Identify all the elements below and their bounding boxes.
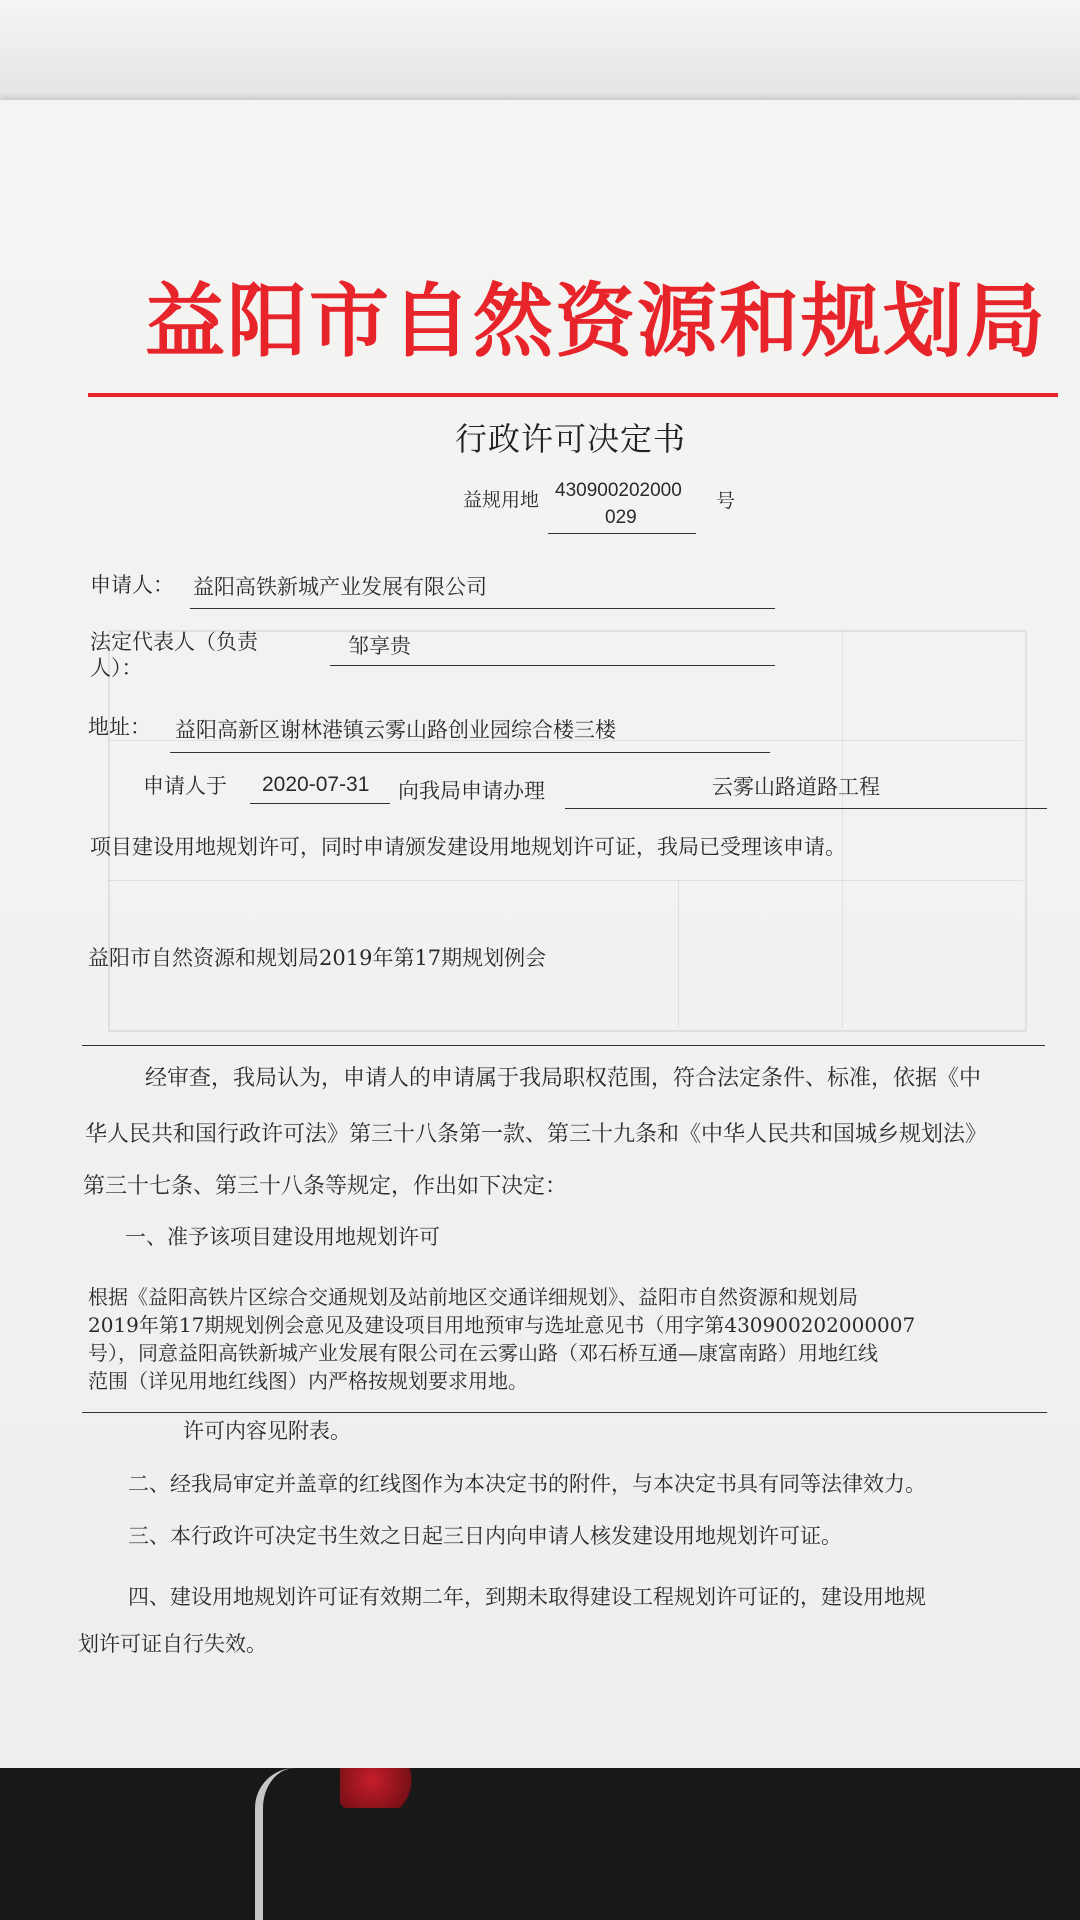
doc-number-suffix: 号 — [716, 490, 736, 512]
review-line3: 第三十七条、第三十八条等规定，作出如下决定： — [83, 1174, 568, 1199]
decision-basis-line3: 号），同意益阳高铁新城产业发展有限公司在云雾山路（邓石桥互通—康富南路）用地红线 — [88, 1341, 878, 1365]
basis-separator — [82, 1412, 1047, 1413]
issuing-agency-header: 益阳市自然资源和规划局 — [145, 275, 1047, 368]
reverse-side-table-ghost-line — [108, 880, 1023, 881]
charging-cable — [255, 1768, 323, 1920]
application-intro: 申请人于 — [143, 774, 227, 798]
decision-basis-line1: 根据《益阳高铁片区综合交通规划及站前地区交通详细规划》、益阳市自然资源和规划局 — [88, 1285, 858, 1309]
reverse-side-table-ghost-line — [842, 630, 843, 1028]
application-date-underline — [250, 803, 390, 804]
red-object — [340, 1768, 420, 1808]
address-underline — [170, 752, 770, 753]
header-red-rule — [88, 393, 1058, 397]
document-title: 行政许可决定书 — [455, 420, 687, 458]
applicant-value: 益阳高铁新城产业发展有限公司 — [193, 575, 487, 599]
application-date: 2020-07-31 — [262, 773, 370, 796]
section-separator — [82, 1045, 1045, 1046]
application-line2: 项目建设用地规划许可，同时申请颁发建设用地规划许可证，我局已受理该申请。 — [90, 835, 846, 859]
doc-number-prefix: 益规用地 — [463, 489, 540, 511]
review-line1: 经审查，我局认为，申请人的申请属于我局职权范围，符合法定条件、标准，依据《中 — [145, 1066, 982, 1091]
planning-meeting: 益阳市自然资源和规划局2019年第17期规划例会 — [88, 946, 547, 970]
reverse-side-table-ghost — [108, 630, 1027, 1032]
doc-number-line1: 430900202000 — [555, 480, 682, 501]
decision-item-4-line1: 四、建设用地规划许可证有效期二年，到期未取得建设工程规划许可证的，建设用地规 — [128, 1585, 926, 1609]
legal-rep-underline — [330, 665, 775, 666]
application-mid-text: 向我局申请办理 — [398, 779, 545, 803]
table-surface — [0, 1768, 1080, 1920]
doc-number-line2: 029 — [605, 507, 637, 528]
project-name-underline — [565, 808, 1047, 809]
review-line2: 华人民共和国行政许可法》第三十八条第一款、第三十九条和《中华人民共和国城乡规划法》 — [85, 1122, 988, 1147]
decision-basis-line2: 2019年第17期规划例会意见及建设项目用地预审与选址意见书（用字第430900202000007 — [88, 1313, 916, 1337]
reverse-side-table-ghost-line — [678, 880, 679, 1028]
doc-number-underline — [548, 533, 696, 534]
applicant-underline — [190, 608, 775, 609]
address-value: 益阳高新区谢林港镇云雾山路创业园综合楼三楼 — [175, 718, 616, 742]
decision-item-2: 二、经我局审定并盖章的红线图作为本决定书的附件，与本决定书具有同等法律效力。 — [128, 1472, 926, 1496]
decision-item-1: 一、准予该项目建设用地规划许可 — [125, 1225, 440, 1249]
applicant-label: 申请人： — [90, 573, 174, 597]
decision-item-3: 三、本行政许可决定书生效之日起三日内向申请人核发建设用地规划许可证。 — [128, 1524, 842, 1548]
background-surface — [0, 0, 1080, 100]
permit-content-note: 许可内容见附表。 — [183, 1419, 351, 1443]
decision-item-4-line2: 划许可证自行失效。 — [78, 1632, 267, 1656]
address-label: 地址： — [88, 715, 151, 739]
decision-basis-line4: 范围（详见用地红线图）内严格按规划要求用地。 — [88, 1369, 528, 1393]
legal-rep-value: 邹享贵 — [348, 634, 411, 658]
legal-rep-label-line1: 法定代表人（负责 — [90, 630, 258, 654]
legal-rep-label-line2: 人）： — [90, 656, 143, 680]
project-name: 云雾山路道路工程 — [712, 775, 880, 799]
